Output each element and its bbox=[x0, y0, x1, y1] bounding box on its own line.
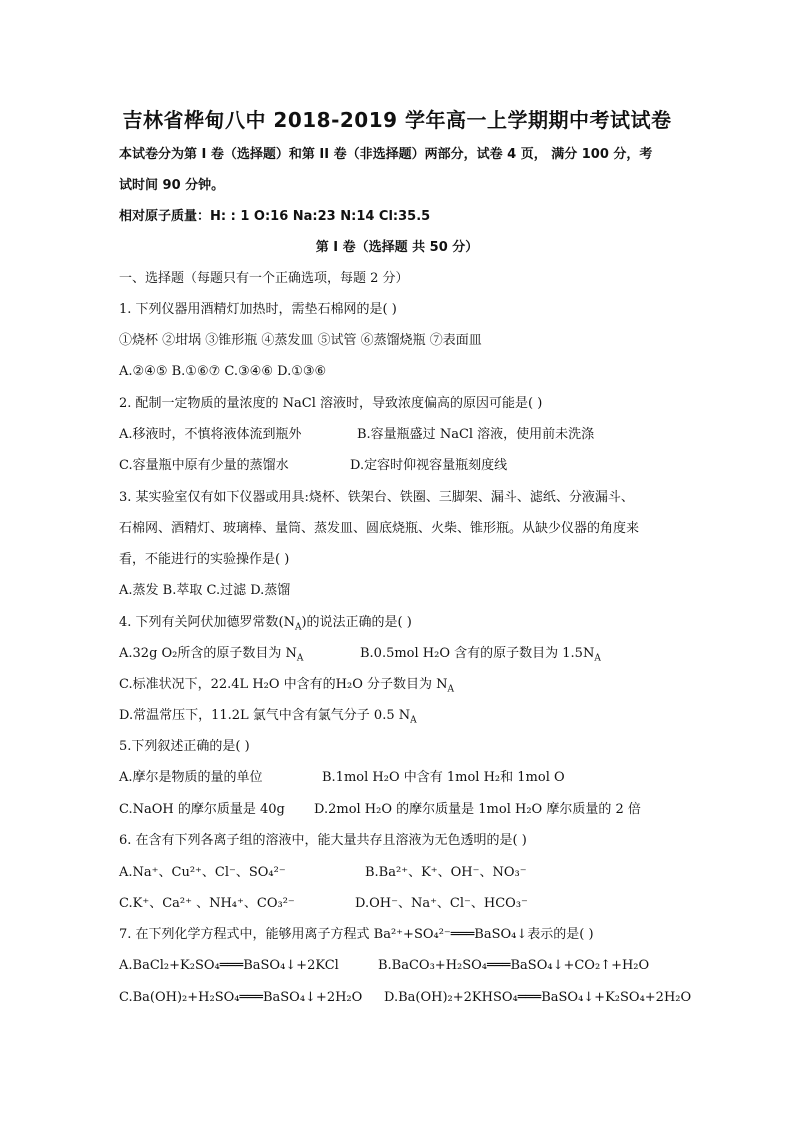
question-5-option-a: A.摩尔是物质的量的单位 bbox=[119, 770, 263, 785]
question-4-stem-a: 4. 下列有关阿伏加德罗常数(N bbox=[119, 615, 295, 630]
question-4-option-d-text: D.常温常压下，11.2L 氯气中含有氯气分子 0.5 N bbox=[119, 708, 411, 723]
question-4-option-b-sub: A bbox=[594, 653, 601, 664]
question-3-stem-3: 看，不能进行的实验操作是( ) bbox=[119, 552, 290, 567]
question-5-stem: 5.下列叙述正确的是( ) bbox=[119, 739, 250, 754]
question-4-option-c-sub: A bbox=[447, 684, 455, 695]
question-3-stem-1: 3. 某实验室仅有如下仪器或用具:烧杯、铁架台、铁圈、三脚架、漏斗、滤纸、分液漏斗、 bbox=[119, 490, 634, 505]
question-1-options: A.②④⑤ B.①⑥⑦ C.③④⑥ D.①③⑥ bbox=[119, 364, 327, 379]
question-4-stem-sub: A bbox=[294, 622, 302, 633]
question-2-option-d: D.定容时仰视容量瓶刻度线 bbox=[350, 458, 508, 473]
exam-title: 吉林省桦甸八中 2018-2019 学年高一上学期期中考试试卷 bbox=[122, 108, 672, 132]
question-4-stem bbox=[119, 614, 412, 637]
question-4-option-c-text: C.标准状况下，22.4L H₂O 中含有的H₂O 分子数目为 N bbox=[119, 677, 448, 692]
question-6-option-d: D.OH⁻、Na⁺、Cl⁻、HCO₃⁻ bbox=[355, 896, 528, 911]
question-4-stem-b: )的说法正确的是( ) bbox=[301, 615, 412, 630]
question-6-option-b: B.Ba²⁺、K⁺、OH⁻、NO₃⁻ bbox=[365, 865, 527, 880]
question-4-option-d bbox=[119, 707, 417, 730]
question-7-option-a: A.BaCl₂+K₂SO₄═══BaSO₄↓+2KCl bbox=[119, 958, 339, 973]
part-heading: 一、选择题（每题只有一个正确选项，每题 2 分） bbox=[119, 271, 409, 286]
question-4-option-c bbox=[119, 676, 454, 699]
question-6-stem: 6. 在含有下列各离子组的溶液中，能大量共存且溶液为无色透明的是( ) bbox=[119, 833, 527, 848]
question-7-stem: 7. 在下列化学方程式中，能够用离子方程式 Ba²⁺+SO₄²⁻═══BaSO₄↓表示的是( ) bbox=[119, 927, 594, 942]
question-5-option-b: B.1mol H₂O 中含有 1mol H₂和 1mol O bbox=[322, 770, 565, 785]
question-3-options: A.蒸发 B.萃取 C.过滤 D.蒸馏 bbox=[119, 583, 291, 598]
atomic-mass-line: 相对原子质量：H: : 1 O:16 Na:23 N:14 Cl:35.5 bbox=[119, 209, 431, 224]
question-2-option-a: A.移液时，不慎将液体流到瓶外 bbox=[119, 427, 302, 442]
question-2-option-c: C.容量瓶中原有少量的蒸馏水 bbox=[119, 458, 289, 473]
question-4-option-a-text: A.32g O₂所含的原子数目为 N bbox=[119, 646, 297, 661]
question-7-option-b: B.BaCO₃+H₂SO₄═══BaSO₄↓+CO₂↑+H₂O bbox=[378, 958, 650, 973]
question-4-option-b-text: B.0.5mol H₂O 含有的原子数目为 1.5N bbox=[360, 646, 595, 661]
section-title: 第 I 卷（选择题 共 50 分） bbox=[315, 240, 479, 255]
question-2-stem: 2. 配制一定物质的量浓度的 NaCl 溶液时，导致浓度偏高的原因可能是( ) bbox=[119, 396, 543, 411]
question-5-option-c: C.NaOH 的摩尔质量是 40g bbox=[119, 802, 285, 817]
question-7-option-c: C.Ba(OH)₂+H₂SO₄═══BaSO₄↓+2H₂O bbox=[119, 990, 363, 1005]
question-3-stem-2: 石棉网、酒精灯、玻璃棒、量筒、蒸发皿、圆底烧瓶、火柴、锥形瓶。从缺少仪器的角度来 bbox=[119, 521, 640, 536]
question-2-option-b: B.容量瓶盛过 NaCl 溶液，使用前未洗涤 bbox=[357, 427, 595, 442]
question-4-option-a bbox=[119, 645, 303, 668]
question-1-stem: 1. 下列仪器用酒精灯加热时，需垫石棉网的是( ) bbox=[119, 302, 397, 317]
intro-line-2: 试时间 90 分钟。 bbox=[119, 178, 225, 193]
intro-line-1: 本试卷分为第 I 卷（选择题）和第 II 卷（非选择题）两部分，试卷 4 页， 满分 100 分，考 bbox=[119, 147, 653, 162]
question-4-option-d-sub: A bbox=[410, 715, 417, 726]
question-4-option-a-sub: A bbox=[296, 653, 304, 664]
question-1-items: ①烧杯 ②坩埚 ③锥形瓶 ④蒸发皿 ⑤试管 ⑥蒸馏烧瓶 ⑦表面皿 bbox=[119, 333, 482, 348]
question-7-option-d: D.Ba(OH)₂+2KHSO₄═══BaSO₄↓+K₂SO₄+2H₂O bbox=[384, 990, 692, 1005]
question-4-option-b bbox=[360, 645, 601, 668]
question-6-option-c: C.K⁺、Ca²⁺ 、NH₄⁺、CO₃²⁻ bbox=[119, 896, 295, 911]
question-6-option-a: A.Na⁺、Cu²⁺、Cl⁻、SO₄²⁻ bbox=[119, 865, 286, 880]
question-5-option-d: D.2mol H₂O 的摩尔质量是 1mol H₂O 摩尔质量的 2 倍 bbox=[314, 802, 641, 817]
